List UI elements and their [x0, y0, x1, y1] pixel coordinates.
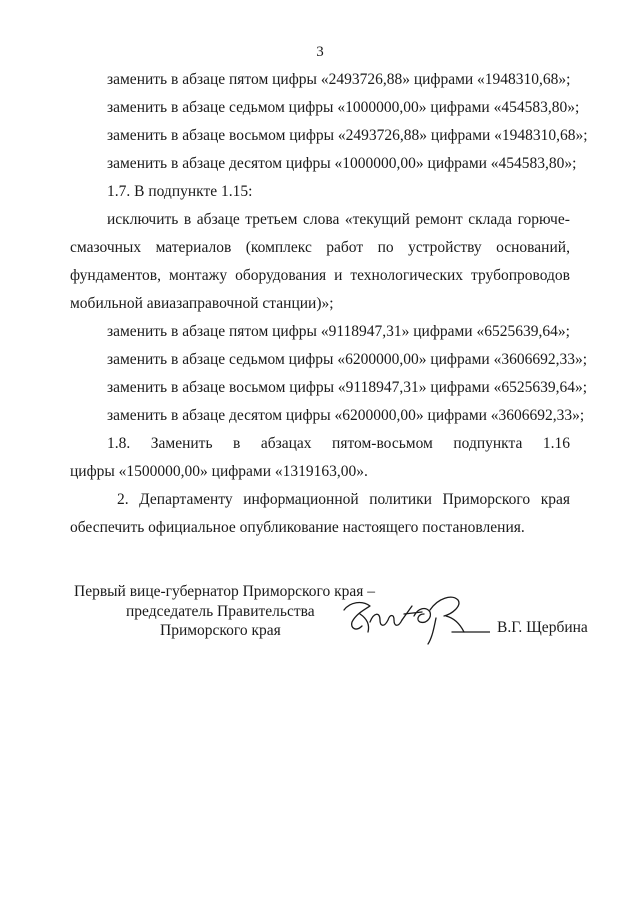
word: трубопроводов: [471, 267, 570, 284]
word: 2.: [117, 491, 129, 508]
word: ремонт: [415, 211, 463, 228]
word: третьем: [245, 211, 298, 228]
word: материалов: [155, 239, 232, 256]
word: в: [183, 211, 192, 228]
word: фундаментов,: [70, 267, 161, 284]
handwritten-signature: [340, 588, 490, 648]
word: (комплекс: [245, 239, 312, 256]
text-line-16: [117, 490, 570, 510]
word: смазочных: [70, 239, 142, 256]
word: Заменить: [150, 435, 213, 452]
word: технологических: [350, 267, 464, 284]
page-number: 3: [316, 44, 324, 60]
text-line-11: заменить в абзаце седьмом цифры «6200000,00» цифрами «3606692,33»;: [107, 351, 588, 368]
signatory-title-line-3: Приморского края: [160, 622, 281, 639]
word: 1.16: [542, 435, 570, 452]
text-line-1: заменить в абзаце пятом цифры «2493726,88» цифрами «1948310,68»;: [107, 71, 571, 88]
word: устройству: [408, 239, 482, 256]
word: подпункта: [453, 435, 523, 452]
word: и: [334, 267, 343, 284]
word: работ: [326, 239, 364, 256]
word: Департаменту: [139, 491, 233, 508]
text-line-2: заменить в абзаце седьмом цифры «1000000,00» цифрами «454583,80»;: [107, 99, 580, 116]
word: 1.8.: [107, 435, 131, 452]
text-line-5: 1.7. В подпункте 1.15:: [107, 183, 253, 200]
word: Приморского: [442, 491, 531, 508]
text-line-14: [107, 434, 570, 454]
text-line-10: заменить в абзаце пятом цифры «9118947,31» цифрами «6525639,64»;: [107, 323, 570, 340]
text-line-13: заменить в абзаце десятом цифры «6200000,00» цифрами «3606692,33»;: [107, 407, 585, 424]
signatory-name: В.Г. Щербина: [497, 619, 588, 636]
text-line-8: [70, 266, 570, 286]
word: края: [540, 491, 570, 508]
word: абзацах: [260, 435, 312, 452]
text-line-15: цифры «1500000,00» цифрами «1319163,00».: [70, 463, 368, 480]
text-line-7: [70, 238, 570, 258]
word: пятом-восьмом: [332, 435, 433, 452]
text-line-3: заменить в абзаце восьмом цифры «2493726,88» цифрами «1948310,68»;: [107, 127, 588, 144]
word: слова: [302, 211, 340, 228]
word: оснований,: [496, 239, 570, 256]
text-line-4: заменить в абзаце десятом цифры «1000000,00» цифрами «454583,80»;: [107, 155, 577, 172]
word: исключить: [107, 211, 179, 228]
word: «текущий: [344, 211, 410, 228]
word: политики: [369, 491, 432, 508]
word: монтажу: [168, 267, 228, 284]
signatory-title-line-2: председатель Правительства: [126, 603, 315, 620]
word: оборудования: [235, 267, 327, 284]
word: абзаце: [196, 211, 240, 228]
text-line-12: заменить в абзаце восьмом цифры «9118947,31» цифрами «6525639,64»;: [107, 379, 588, 396]
text-line-17: обеспечить официальное опубликование настоящего постановления.: [70, 519, 525, 536]
word: информационной: [243, 491, 359, 508]
word: по: [377, 239, 394, 256]
word: горюче-: [517, 211, 570, 228]
text-line-6: [107, 210, 570, 230]
word: в: [233, 435, 241, 452]
signatory-title-line-1: Первый вице-губернатор Приморского края –: [74, 583, 376, 600]
text-line-9: мобильной авиазаправочной станции)»;: [70, 295, 334, 312]
word: склада: [468, 211, 513, 228]
